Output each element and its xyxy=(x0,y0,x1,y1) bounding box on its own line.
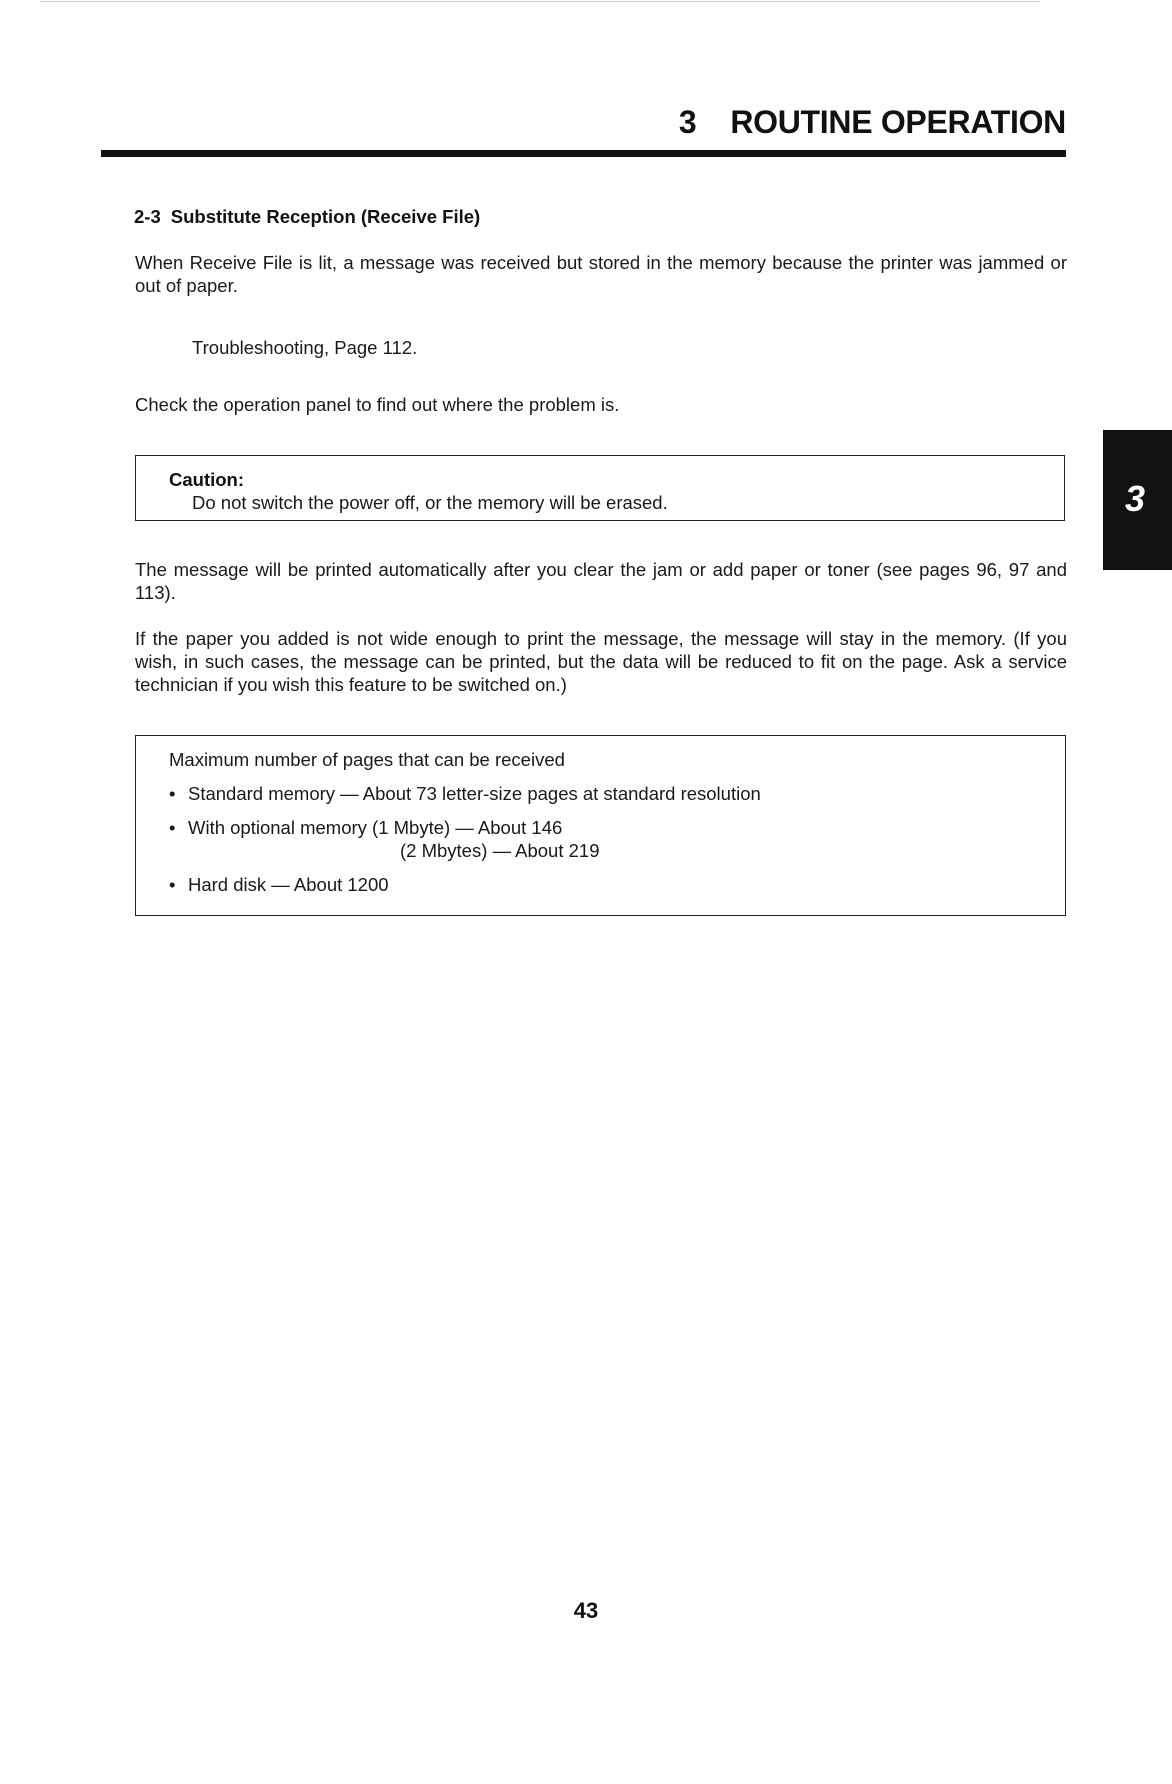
intro-paragraph: When Receive File is lit, a message was received but stored in the memory because the printer was jammed or out of paper. xyxy=(135,252,1067,296)
section-title: Substitute Reception (Receive File) xyxy=(170,206,481,227)
page-number: 43 xyxy=(573,1598,599,1623)
caution-box xyxy=(135,455,1065,521)
caution-title: Caution: xyxy=(169,469,245,490)
list-item xyxy=(169,783,761,805)
bullet-icon: • xyxy=(169,783,176,804)
section-heading xyxy=(134,206,480,228)
bullet-icon: • xyxy=(169,874,176,895)
check-panel-paragraph: Check the operation panel to find out where the problem is. xyxy=(135,394,620,415)
bullet-icon: • xyxy=(169,817,176,838)
chapter-number: 3 xyxy=(678,104,697,140)
list-item xyxy=(169,874,389,896)
standard-memory-text: Standard memory — About 73 letter-size pages at standard resolution xyxy=(188,783,761,804)
troubleshooting-reference: Troubleshooting, Page 112. xyxy=(192,337,418,358)
max-pages-title: Maximum number of pages that can be received xyxy=(169,749,565,770)
paper-width-paragraph: If the paper you added is not wide enough to print the message, the message will stay in the memory. (If you wish, in such cases, the message can be printed, but the data will be reduced to fit on the page. Ask a service technician if you wish this feature to be switched on.) xyxy=(135,628,1067,695)
chapter-side-tab xyxy=(1103,430,1172,570)
chapter-header xyxy=(100,104,1066,141)
side-tab-label: 3 xyxy=(1125,478,1146,519)
hard-disk-text: Hard disk — About 1200 xyxy=(188,874,389,895)
auto-print-paragraph: The message will be printed automatically after you clear the jam or add paper or toner (see pages 96, 97 and 113). xyxy=(135,559,1067,603)
optional-memory-text: With optional memory (1 Mbyte) — About 146 xyxy=(188,817,563,838)
top-rule xyxy=(40,1,1040,2)
header-rule xyxy=(101,150,1066,157)
list-item xyxy=(169,817,562,839)
chapter-title: ROUTINE OPERATION xyxy=(730,104,1066,140)
caution-text: Do not switch the power off, or the memory will be erased. xyxy=(192,492,668,513)
optional-memory-2mb-text: (2 Mbytes) — About 219 xyxy=(400,840,600,861)
section-number: 2-3 xyxy=(134,206,161,227)
max-pages-box xyxy=(135,735,1066,916)
